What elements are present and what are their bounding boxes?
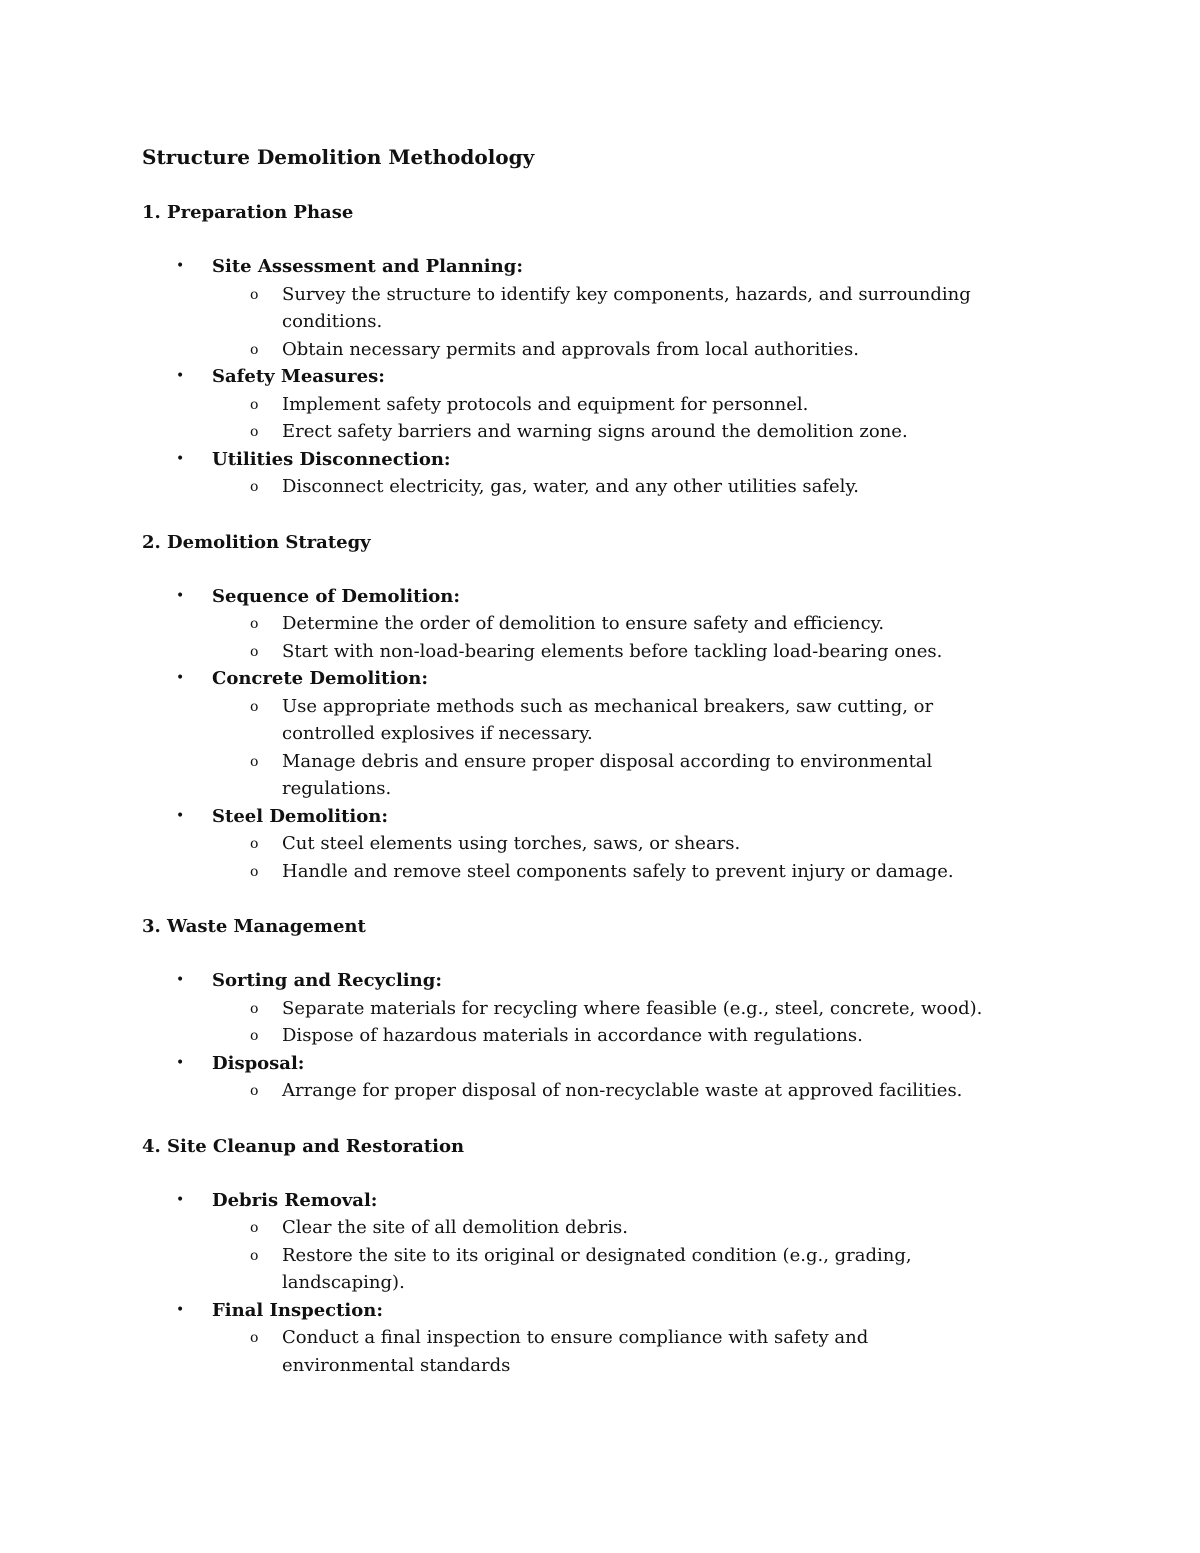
sub-list-item bbox=[212, 693, 1002, 748]
list-item bbox=[142, 363, 1072, 446]
sub-item-text: Clear the site of all demolition debris. bbox=[282, 1217, 628, 1238]
sub-item-text: Determine the order of demolition to ensure safety and efficiency. bbox=[282, 613, 885, 634]
sub-list-item bbox=[212, 638, 1002, 666]
item-label: Debris Removal: bbox=[212, 1189, 378, 1211]
sub-list bbox=[212, 610, 1072, 665]
sub-item-text: Dispose of hazardous materials in accordance with regulations. bbox=[282, 1025, 863, 1046]
sub-item-text: Implement safety protocols and equipment for personnel. bbox=[282, 393, 809, 415]
section-heading: 2. Demolition Strategy bbox=[142, 531, 371, 553]
bullet-icon: • bbox=[176, 1054, 185, 1071]
item-label: Disposal: bbox=[212, 1052, 305, 1074]
sub-list-item bbox=[212, 1077, 1002, 1105]
bullet-list bbox=[142, 253, 1072, 501]
sub-list-item bbox=[212, 336, 1002, 364]
sub-list bbox=[212, 391, 1072, 446]
sub-list bbox=[212, 1077, 1072, 1105]
item-label: Utilities Disconnection: bbox=[212, 448, 451, 470]
sub-list bbox=[212, 693, 1072, 803]
sub-list bbox=[212, 830, 1072, 885]
sub-list bbox=[212, 473, 1072, 501]
bullet-icon: • bbox=[176, 670, 185, 686]
sub-item-text: Manage debris and ensure proper disposal according to environmental regulations. bbox=[282, 750, 933, 799]
list-item bbox=[142, 1187, 1072, 1297]
sub-list-item bbox=[212, 281, 1002, 336]
sub-item-text: Cut steel elements using torches, saws, or shears. bbox=[282, 833, 741, 854]
sub-item-text: Erect safety barriers and warning signs around the demolition zone. bbox=[282, 421, 908, 442]
bullet-icon: • bbox=[176, 1301, 185, 1318]
sub-item-text: Disconnect electricity, gas, water, and any other utilities safely. bbox=[282, 476, 859, 497]
sub-list-item bbox=[212, 1242, 1002, 1297]
sub-item-text: Conduct a final inspection to ensure compliance with safety and environmental standards bbox=[282, 1327, 869, 1376]
sub-list bbox=[212, 1324, 1072, 1379]
sub-bullet-icon: o bbox=[250, 396, 259, 413]
list-item bbox=[142, 446, 1072, 501]
sub-item-text: Arrange for proper disposal of non-recyclable waste at approved facilities. bbox=[282, 1080, 963, 1101]
sub-bullet-icon: o bbox=[250, 643, 259, 660]
bullet-icon: • bbox=[176, 587, 185, 604]
item-label: Sequence of Demolition: bbox=[212, 585, 461, 607]
sub-list bbox=[212, 995, 1072, 1050]
list-item bbox=[142, 1297, 1072, 1380]
sub-list bbox=[212, 281, 1072, 364]
document-body bbox=[142, 143, 1072, 1407]
sub-list-item bbox=[212, 830, 1002, 858]
bullet-icon: • bbox=[176, 368, 185, 384]
sub-item-text: Obtain necessary permits and approvals from local authorities. bbox=[282, 338, 859, 360]
item-label: Final Inspection: bbox=[212, 1299, 383, 1321]
sub-bullet-icon: o bbox=[250, 863, 259, 880]
sub-bullet-icon: o bbox=[250, 1220, 259, 1236]
section bbox=[142, 1133, 1072, 1380]
sub-item-text: Start with non-load-bearing elements before tackling load-bearing ones. bbox=[282, 640, 943, 662]
sub-bullet-icon: o bbox=[250, 1028, 259, 1044]
bullet-icon: • bbox=[176, 972, 185, 988]
list-item bbox=[142, 253, 1072, 363]
sub-list-item bbox=[212, 1022, 1002, 1050]
sub-list-item bbox=[212, 995, 1002, 1023]
sub-bullet-icon: o bbox=[250, 836, 259, 852]
sub-list-item bbox=[212, 748, 1002, 803]
item-label: Concrete Demolition: bbox=[212, 668, 429, 689]
sub-item-text: Separate materials for recycling where feasible (e.g., steel, concrete, wood). bbox=[282, 997, 983, 1019]
sub-list-item bbox=[212, 1324, 1002, 1379]
item-label: Sorting and Recycling: bbox=[212, 970, 442, 991]
section bbox=[142, 199, 1072, 501]
section-heading: 4. Site Cleanup and Restoration bbox=[142, 1135, 465, 1157]
list-item bbox=[142, 665, 1072, 803]
section-heading: 1. Preparation Phase bbox=[142, 202, 354, 223]
sub-list-item bbox=[212, 610, 1002, 638]
bullet-icon: • bbox=[176, 258, 185, 274]
bullet-list bbox=[142, 967, 1072, 1105]
item-label: Site Assessment and Planning: bbox=[212, 256, 523, 277]
section bbox=[142, 913, 1072, 1105]
bullet-list bbox=[142, 583, 1072, 886]
list-item bbox=[142, 803, 1072, 886]
bullet-icon: • bbox=[176, 1191, 185, 1208]
section-heading: 3. Waste Management bbox=[142, 916, 366, 937]
bullet-icon: • bbox=[176, 450, 185, 467]
sub-item-text: Handle and remove steel components safely to prevent injury or damage. bbox=[282, 860, 954, 882]
sub-bullet-icon: o bbox=[250, 424, 259, 440]
sub-item-text: Restore the site to its original or designated condition (e.g., grading, landscaping). bbox=[282, 1244, 912, 1293]
sub-bullet-icon: o bbox=[250, 1247, 259, 1264]
list-item bbox=[142, 583, 1072, 666]
sections-container bbox=[142, 199, 1072, 1379]
bullet-list bbox=[142, 1187, 1072, 1380]
sub-bullet-icon: o bbox=[250, 1330, 259, 1346]
sub-list-item bbox=[212, 391, 1002, 419]
sub-bullet-icon: o bbox=[250, 616, 259, 632]
sub-bullet-icon: o bbox=[250, 753, 259, 770]
sub-bullet-icon: o bbox=[250, 1000, 259, 1017]
bullet-icon: • bbox=[176, 807, 185, 824]
sub-bullet-icon: o bbox=[250, 698, 259, 715]
list-item bbox=[142, 967, 1072, 1050]
item-label: Steel Demolition: bbox=[212, 805, 389, 827]
document-title: Structure Demolition Methodology bbox=[142, 145, 535, 169]
list-item bbox=[142, 1050, 1072, 1105]
sub-bullet-icon: o bbox=[250, 341, 259, 358]
sub-bullet-icon: o bbox=[250, 286, 259, 303]
sub-item-text: Survey the structure to identify key components, hazards, and surrounding conditions. bbox=[282, 283, 971, 332]
sub-list-item bbox=[212, 418, 1002, 446]
sub-list-item bbox=[212, 473, 1002, 501]
sub-list-item bbox=[212, 1214, 1002, 1242]
sub-bullet-icon: o bbox=[250, 479, 259, 495]
section bbox=[142, 529, 1072, 886]
sub-item-text: Use appropriate methods such as mechanical breakers, saw cutting, or controlled explosives if necessary. bbox=[282, 695, 934, 744]
sub-list-item bbox=[212, 858, 1002, 886]
item-label: Safety Measures: bbox=[212, 366, 385, 387]
sub-bullet-icon: o bbox=[250, 1083, 259, 1099]
sub-list bbox=[212, 1214, 1072, 1297]
